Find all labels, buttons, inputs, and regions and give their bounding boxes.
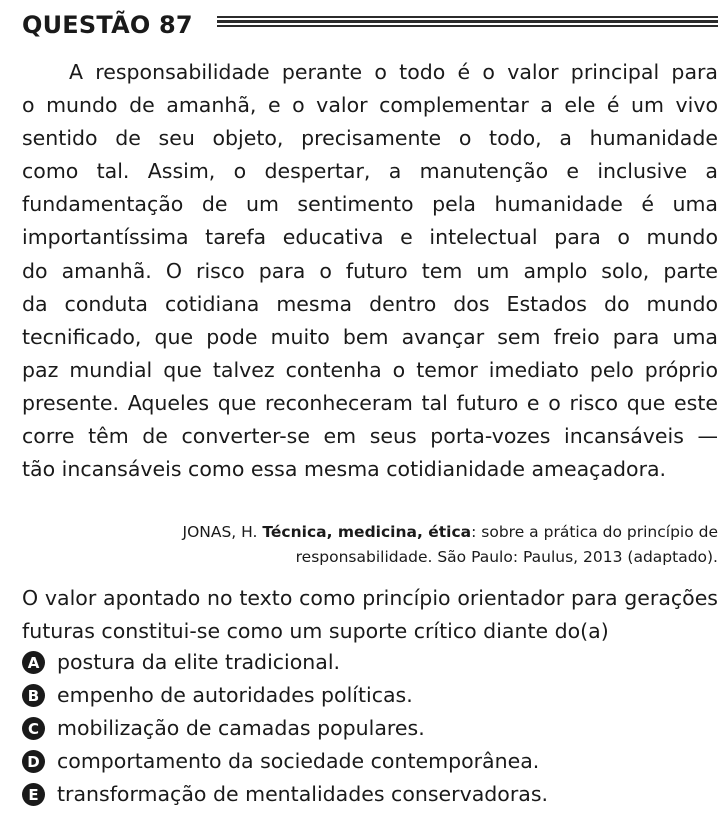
citation-author: JONAS, H. bbox=[182, 523, 263, 541]
passage-line: o mundo de amanhã, e o valor complementar a ele é um vivo bbox=[22, 93, 718, 118]
option-a[interactable] bbox=[22, 646, 340, 679]
citation-title: Técnica, medicina, ética bbox=[262, 523, 472, 541]
citation-line-2: responsabilidade. São Paulo: Paulus, 2013 (adaptado). bbox=[295, 548, 718, 566]
passage-line: fundamentação de um sentimento pela humanidade é uma bbox=[22, 192, 718, 217]
passage-line: importantíssima tarefa educativa e intelectual para o mundo bbox=[22, 225, 718, 250]
passage-line: da conduta cotidiana mesma dentro dos Estados do mundo bbox=[22, 291, 718, 316]
option-c[interactable] bbox=[22, 712, 425, 745]
source-citation bbox=[118, 520, 718, 570]
prompt-line: O valor apontado no texto como princípio orientador para gerações bbox=[22, 586, 718, 610]
option-b[interactable] bbox=[22, 679, 413, 712]
option-c-text: mobilização de camadas populares. bbox=[57, 716, 425, 740]
option-d-text: comportamento da sociedade contemporânea. bbox=[57, 749, 540, 773]
passage-line: do amanhã. O risco para o futuro tem um amplo solo, parte bbox=[22, 258, 718, 283]
option-a-text: postura da elite tradicional. bbox=[57, 650, 341, 674]
title-rule bbox=[217, 16, 718, 28]
passage-line: paz mundial que talvez contenha o temor imediato pelo próprio bbox=[22, 357, 718, 382]
option-d-badge: D bbox=[22, 750, 45, 773]
passage-line: como tal. Assim, o despertar, a manutenção e inclusive a bbox=[22, 159, 718, 184]
option-e-text: transformação de mentalidades conservadoras. bbox=[57, 782, 549, 806]
prompt-line: futuras constitui-se como um suporte crítico diante do(a) bbox=[22, 619, 609, 643]
question-title: QUESTÃO 87 bbox=[22, 11, 193, 39]
option-a-badge: A bbox=[22, 651, 45, 674]
option-e-badge: E bbox=[22, 783, 45, 806]
passage-line: tecnificado, que pode muito bem avançar sem freio para uma bbox=[22, 324, 718, 349]
option-b-text: empenho de autoridades políticas. bbox=[57, 683, 413, 707]
passage-line: sentido de seu objeto, precisamente o todo, a humanidade bbox=[22, 126, 718, 151]
citation-line-1 bbox=[118, 520, 718, 545]
passage-text bbox=[22, 56, 718, 486]
question-header bbox=[22, 8, 718, 42]
passage-line: presente. Aqueles que reconheceram tal futuro e o risco que este bbox=[22, 390, 718, 415]
passage-line: corre têm de converter-se em seus porta-vozes incansáveis — bbox=[22, 424, 718, 449]
citation-subtitle: : sobre a prática do princípio de bbox=[471, 523, 718, 541]
passage-line: A responsabilidade perante o todo é o valor principal para bbox=[69, 60, 718, 84]
passage-line: tão incansáveis como essa mesma cotidianidade ameaçadora. bbox=[22, 457, 667, 482]
option-c-badge: C bbox=[22, 717, 45, 740]
question-prompt bbox=[22, 582, 718, 648]
option-e[interactable] bbox=[22, 778, 548, 811]
option-d[interactable] bbox=[22, 745, 539, 778]
option-b-badge: B bbox=[22, 684, 45, 707]
